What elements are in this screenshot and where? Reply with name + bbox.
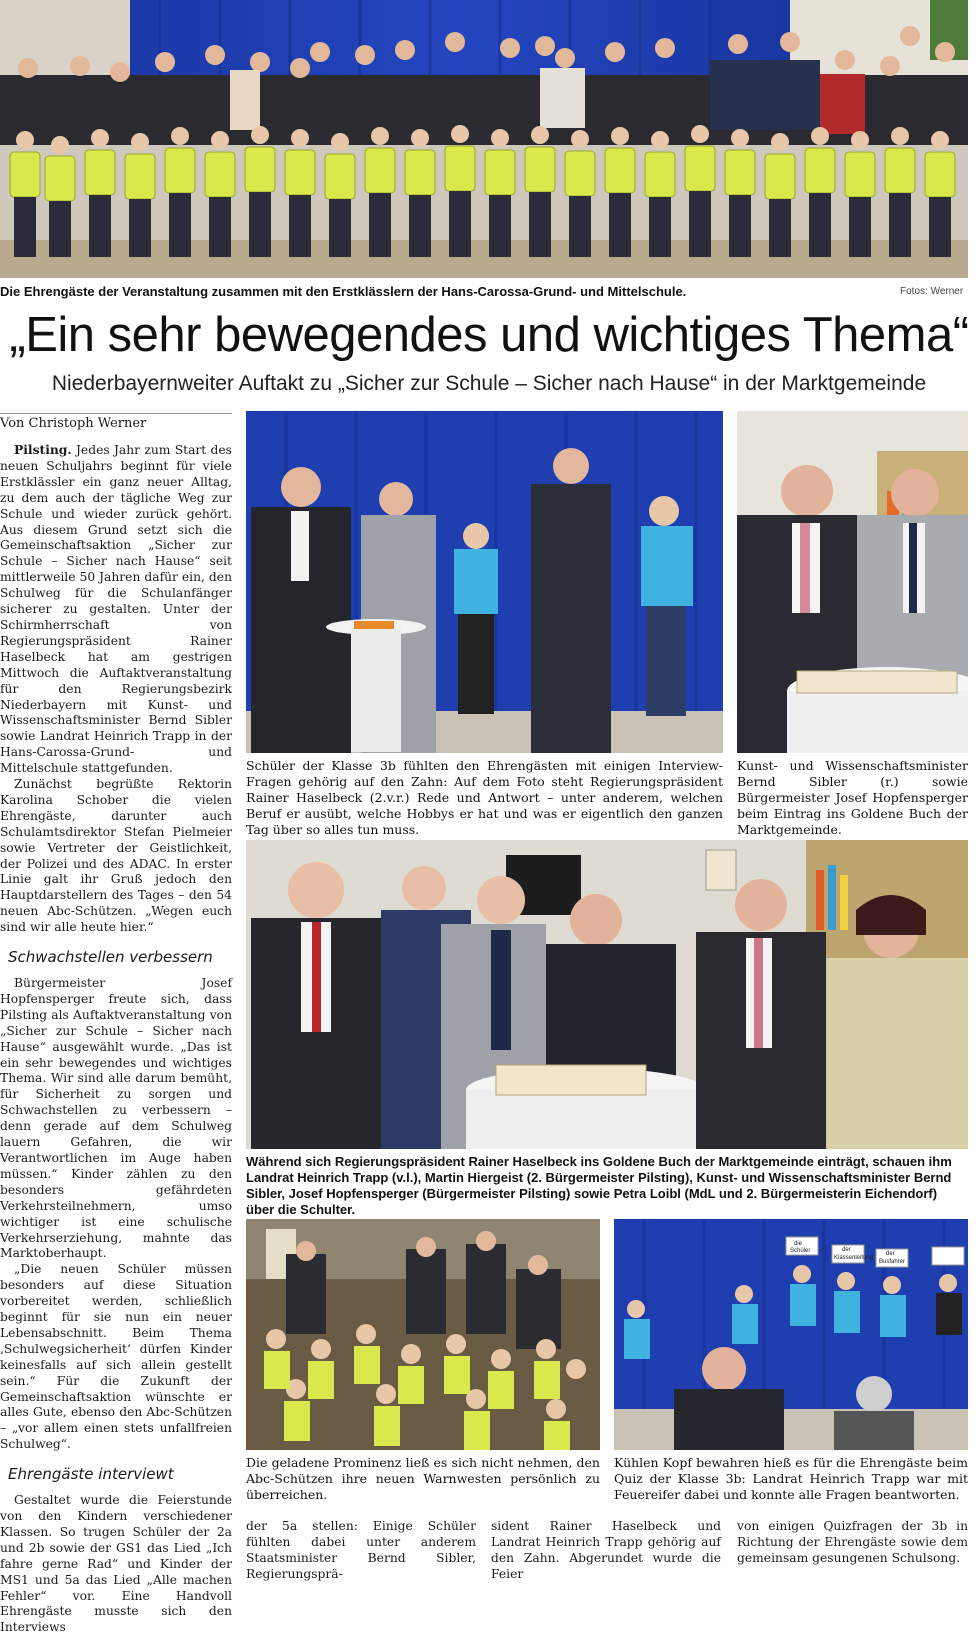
quiz-sign-3: der	[842, 1247, 851, 1253]
paragraph-6: der 5a stellen: Einige Schüler fühlten dabei unter anderem Staatsminister Bernd Sibler, Regierungsprä-	[246, 1519, 476, 1581]
sibler-caption: Kunst- und Wissenschaftsminister Bernd Sibler (r.) sowie Bürgermeister Josef Hopfensperger beim Eintrag ins Goldene Buch der Marktgemeinde.	[737, 758, 968, 837]
subheading-1: Schwachstellen verbessern	[8, 948, 213, 967]
paragraph-2: Zunächst begrüßte Rektorin Karolina Schober die vielen Ehrengäste, darunter auch Schulamtsdirektor Stefan Pielmeier sowie Vertreter der Geistlichkeit, der Polizei und des ADAC. In erster Linie galt ihr Gruß jedoch den Hauptdarstellern des Tages – den 54 neuen Abc-Schützen. „Wegen euch sind wir alle heute hier.“	[0, 777, 232, 935]
paragraph-5: Gestaltet wurde die Feierstunde von den Kindern verschiedener Klassen. So trugen Schüler der 2a und 2b sowie der GS1 das Lied „Ich fahre gerne Rad“ und Kinder der MS1 und 5a das Lied „Alle machen Fehler“ vor. Eine Handvoll Ehrengäste musste sich den Interviews	[0, 1493, 232, 1635]
top-photo-caption: Die Ehrengäste der Veranstaltung zusammen mit den Erstklässlern der Hans-Carossa-Grund- und Mittelschule.	[0, 284, 687, 299]
quiz-sign-5: der	[886, 1251, 895, 1257]
subheading-2: Ehrengäste interviewt	[8, 1465, 174, 1484]
vests-photo	[246, 1219, 600, 1450]
quiz-sign-6: Busfahrer	[879, 1259, 906, 1265]
byline: Von Christoph Werner	[0, 413, 232, 431]
sibler-photo	[737, 411, 968, 753]
group-photo-illustration	[0, 0, 968, 278]
top-group-photo	[0, 0, 968, 278]
headline: „Ein sehr bewegendes und wichtiges Thema“	[9, 308, 969, 362]
paragraph-7: sident Rainer Haselbeck und Landrat Heinrich Trapp gehörig auf den Zahn. Abgerundet wurde die Feier	[491, 1519, 721, 1581]
article-column-2	[246, 1519, 476, 1583]
article-column-1	[0, 442, 232, 1636]
subheadline: Niederbayernweiter Auftakt zu „Sicher zur Schule – Sicher nach Hause“ in der Marktgemeinde	[51, 372, 927, 395]
quiz-sign-2: Schüler	[790, 1248, 811, 1254]
interview-photo	[246, 411, 723, 753]
vests-caption: Die geladene Prominenz ließ es sich nicht nehmen, den Abc-Schützen ihre neuen Warnwesten persönlich zu überreichen.	[246, 1455, 600, 1502]
golden-book-caption: Während sich Regierungspräsident Rainer Haselbeck ins Goldene Buch der Marktgemeinde einträgt, schauen ihm Landrat Heinrich Trapp (v.l.), Martin Hiergeist (2. Bürgermeister Pilsting), Kunst- und Wissenschaftsminister Bernd Sibler, Josef Hopfensperger (Bürgermeister Pilsting) sowie Petra Loibl (MdL und 2. Bürgermeisterin Eichendorf) über die Schulter.	[246, 1154, 952, 1217]
quiz-photo	[614, 1219, 968, 1450]
quiz-sign-1: die	[794, 1241, 803, 1247]
paragraph-4: „Die neuen Schüler müssen besonders auf diese Situation vorbereitet werden, schließlich beginnt für sie nun ein neuer Lebensabschnitt. Beim Thema ‚Schulwegsicherheit‘ dürfen Kinder keinesfalls auf sich allein gestellt sein.“ Für die Zukunft der Gemeinschaftsaktion wünschte er alles Gute, ebenso den Abc-Schützen – „vor allem einen stets unfallfreien Schulweg“.	[0, 1262, 232, 1452]
paragraph-1: Jedes Jahr zum Start des neuen Schuljahrs beginnt für viele Erstklässler ein ganz neuer Alltag, zu dem auch der tägliche Weg zur Schule und wieder zurück gehört. Aus diesem Grund setzt sich die Gemeinschaftsaktion „Sicher zur Schule – Sicher nach Hause“ seit mittlerweile 50 Jahren dafür ein, den Schulweg für die Schulanfänger sicherer zu gestalten. Unter der Schirmherrschaft von Regierungspräsident Rainer Haselbeck hat am gestrigen Mittwoch die Auftaktveranstaltung für den Regierungsbezirk Niederbayern mit Kunst- und Wissenschaftsminister Bernd Sibler sowie Landrat Heinrich Trapp in der Hans-Carossa-Grund- und Mittelschule stattgefunden.	[0, 443, 232, 776]
article-column-3	[491, 1519, 721, 1583]
paragraph-8: von einigen Quizfragen der 3b in Richtung der Ehrengäste sowie dem gemeinsam gesungenen Schulsong.	[737, 1519, 968, 1565]
photo-credit: Fotos: Werner	[900, 286, 964, 297]
article-column-4	[737, 1519, 968, 1567]
quiz-sign-4: Klassenleitung	[834, 1255, 874, 1261]
dateline: Pilsting.	[14, 442, 72, 457]
quiz-caption: Kühlen Kopf bewahren hieß es für die Ehrengäste beim Quiz der Klasse 3b: Landrat Heinrich Trapp war mit Feuereifer dabei und konnte alle Fragen beantworten.	[614, 1455, 968, 1502]
quiz-signs	[614, 1219, 968, 1450]
paragraph-3: Bürgermeister Josef Hopfensperger freute sich, dass Pilsting als Auftaktveranstaltung von „Sicher zur Schule – Sicher nach Hause“ ausgewählt wurde. „Das ist ein sehr bewegendes und wichtiges Thema. Wir sind alle darum bemüht, für Sicherheit zu sorgen und Schwachstellen zu verbessern – denn gerade auf dem Schulweg lauern Gefahren, die wir Verantwortlichen im Auge haben müssen.“ Kinder zählen zu den besonders gefährdeten Verkehrsteilnehmern, umso wichtiger ist eine schulische Verkehrserziehung, mahnte das Marktoberhaupt.	[0, 976, 232, 1261]
interview-caption: Schüler der Klasse 3b fühlten den Ehrengästen mit einigen Interview-Fragen gehörig auf den Zahn: Auf dem Foto steht Regierungspräsident Rainer Haselbeck (2.v.r.) Rede und Antwort – unter anderem, welchen Beruf er ausübt, welche Hobbys er hat und was er eigentlich den ganzen Tag über so alles tun muss.	[246, 758, 723, 837]
golden-book-photo	[246, 840, 968, 1149]
